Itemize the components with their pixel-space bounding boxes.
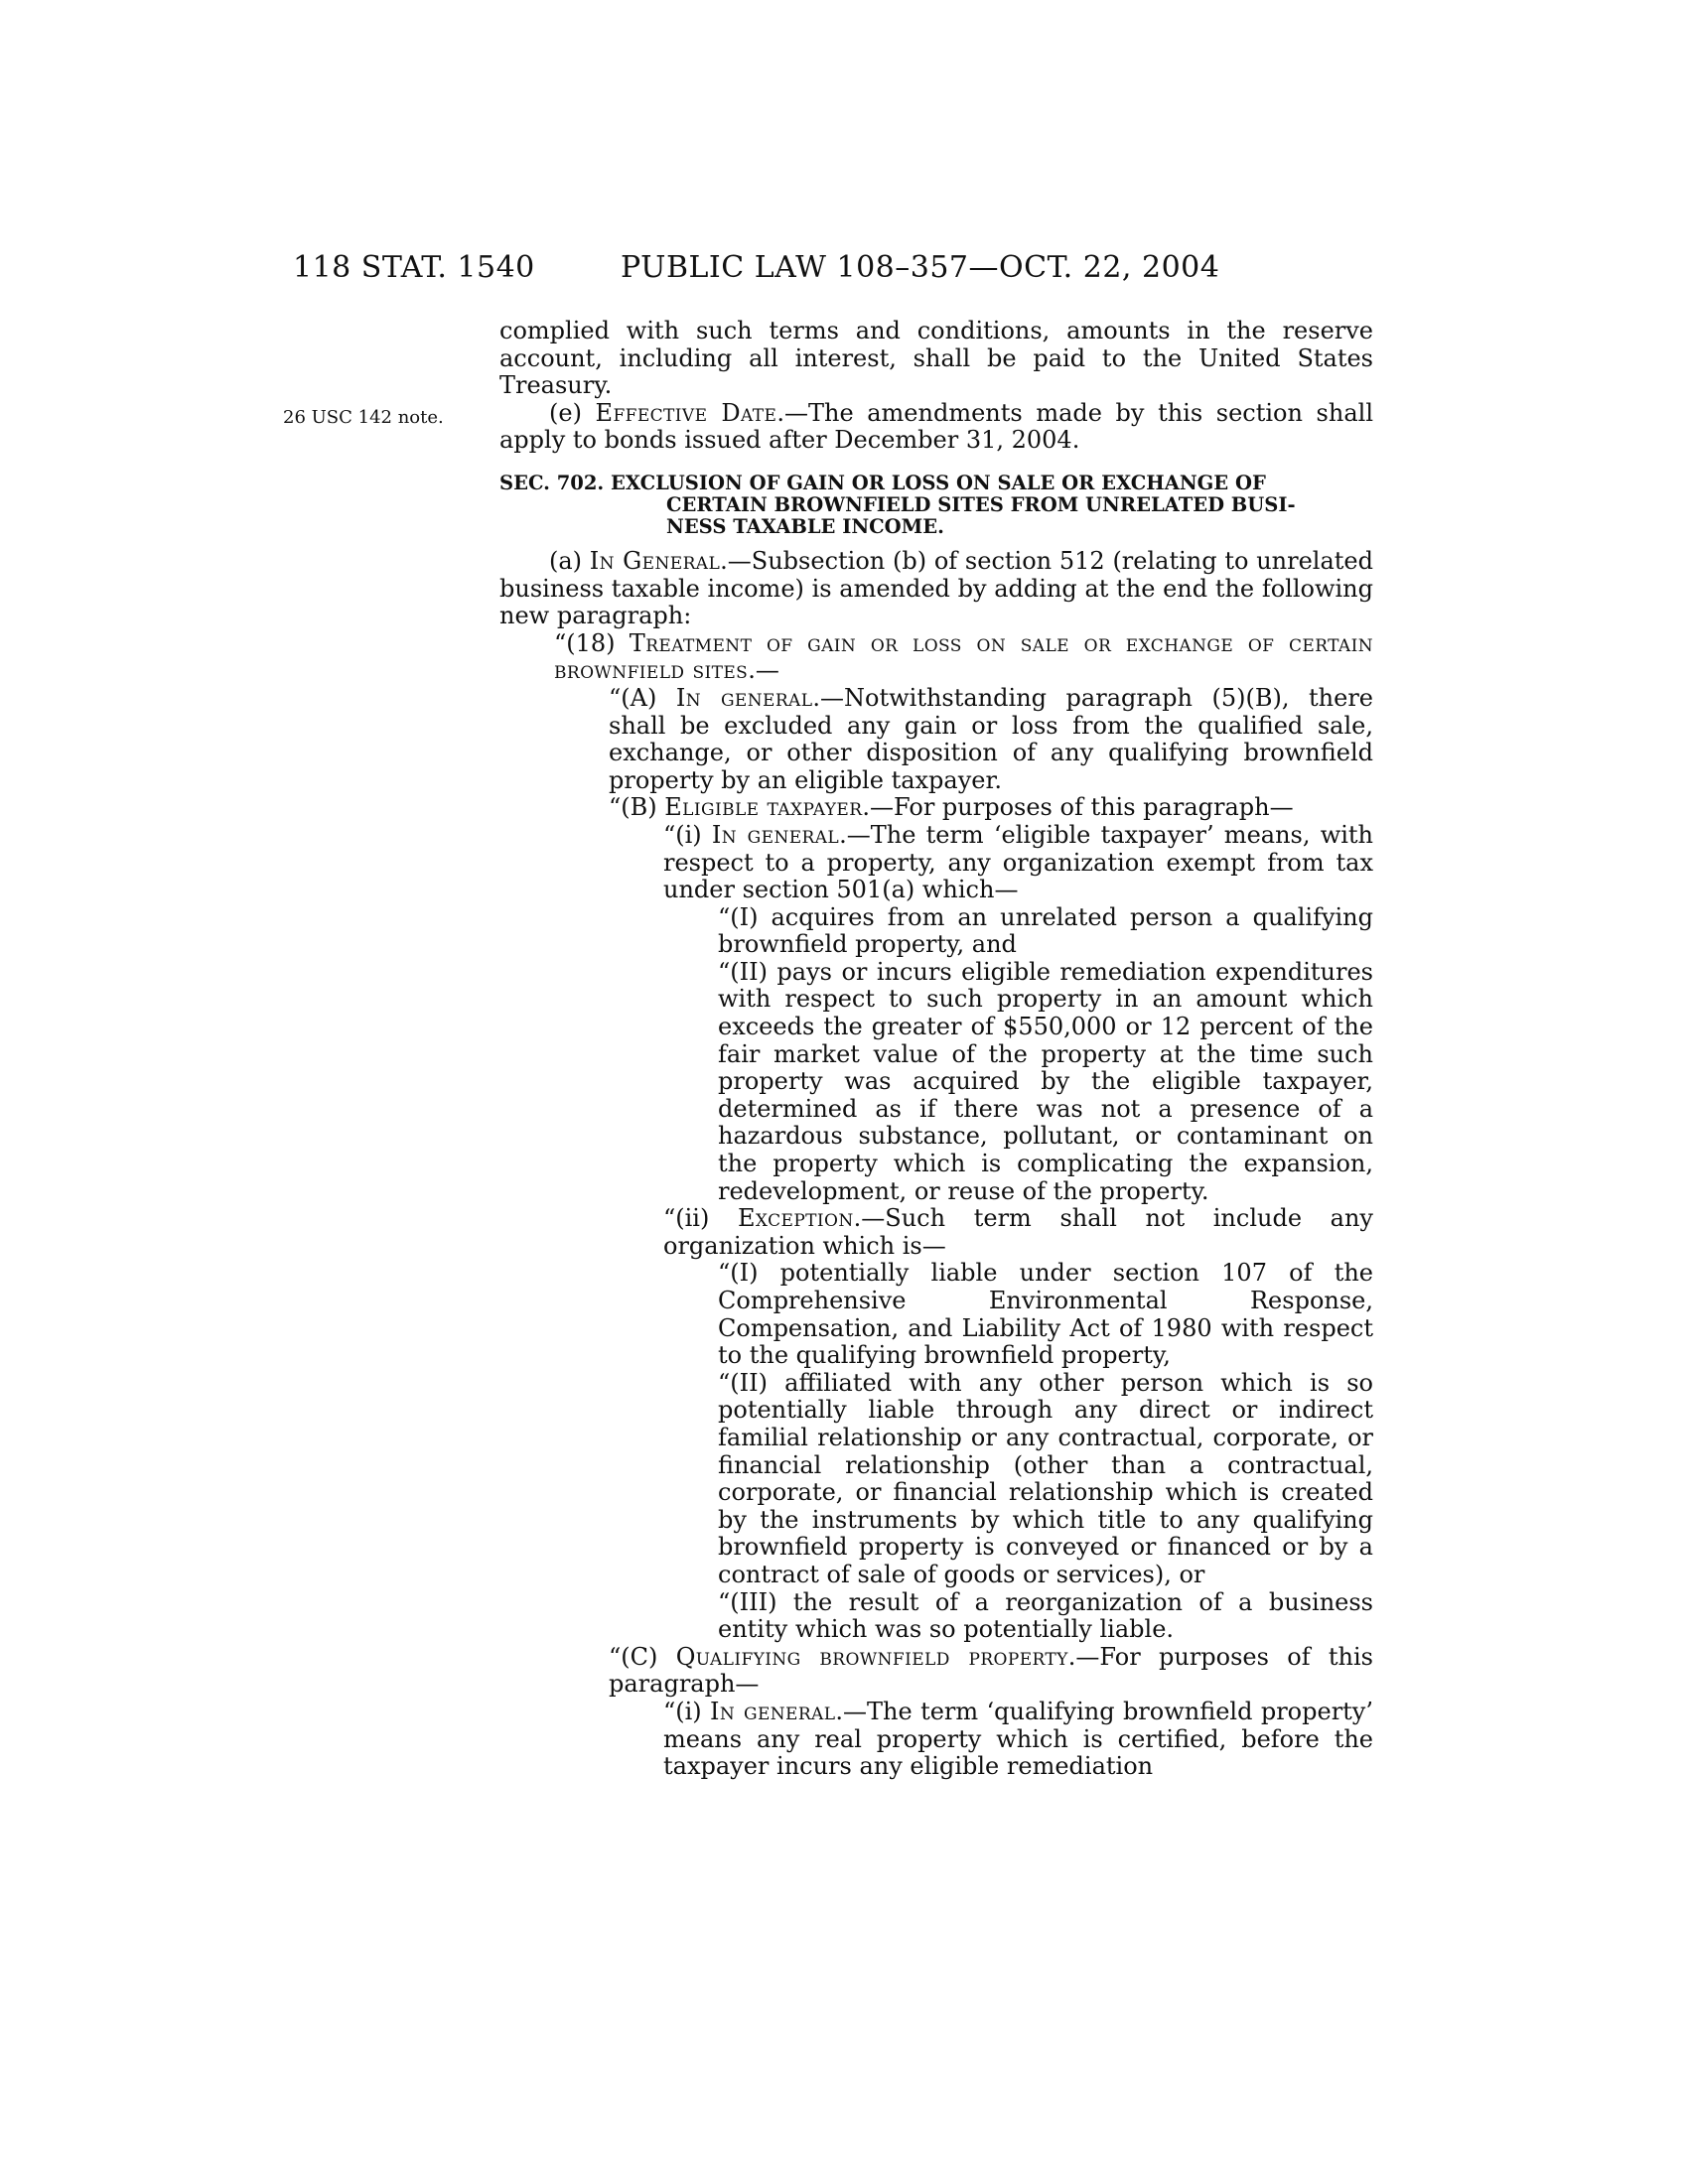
subparagraph-prefix: “(B) [609,793,665,822]
subparagraph-text: .—For purposes of this paragraph— [609,1642,1373,1699]
margin-note: 26 USC 142 note. [283,407,444,428]
subsection-heading: Effective Date [595,398,777,427]
section-heading-line-2: CERTAIN BROWNFIELD SITES FROM UNRELATED BUSI- [666,492,1296,516]
subclause-B-i-I: “(I) acquires from an unrelated person a qualifying brownfield property, and [718,902,1373,959]
subparagraph-heading: Eligible taxpayer [664,793,863,822]
subclause-B-i-II: “(II) pays or incurs eligible remediation expenditures with respect to such property in an amount which exceeds the greater of $550,000 or 12 percent of the fair market value of the property at the time such property was acquired by the eligible taxpayer, determined as if there was not a presence of a hazardous substance, pollutant, or contaminant on the property which is complicating the expansion, redevelopment, or reuse of the property. [718,957,1373,1205]
document-body [499,318,1373,1781]
subclause-B-ii-I: “(I) potentially liable under section 107 of the Comprehensive Environmental Response, Compensation, and Liability Act of 1980 with respect to the qualifying brownfield property, [718,1259,1373,1370]
subsection-heading: In General [589,546,721,575]
section-heading-line-3: NESS TAXABLE INCOME. [666,514,944,538]
running-header: PUBLIC LAW 108–357—OCT. 22, 2004 [621,250,1220,285]
clause-text: .—Such term shall not include any organization which is— [663,1204,1373,1260]
subsection-e [499,400,1373,455]
subsection-text: .—Subsection (b) of section 512 (relating to unrelated business taxable income) is amended by adding at the end the following new paragraph: [499,546,1373,630]
clause-heading: In general [711,820,840,849]
section-heading-line-1: SEC. 702. EXCLUSION OF GAIN OR LOSS ON SALE OR EXCHANGE OF [499,471,1266,494]
clause-heading: Exception [738,1204,854,1233]
clause-heading: In general [710,1697,836,1725]
subparagraph-prefix: “(C) [609,1642,676,1671]
subparagraph-heading: Qualifying brownfield property [675,1642,1068,1671]
paragraph-continued: complied with such terms and conditions, amounts in the reserve account, including all interest, shall be paid to the United States Treasury. [499,317,1373,400]
subsection-prefix: (e) [549,398,596,427]
subsection-a [499,548,1373,630]
subparagraph-C [499,1644,1373,1699]
clause-C-i [499,1699,1373,1781]
subparagraph-prefix: “(A) [609,683,676,712]
paragraph-prefix: “(18) [554,628,630,657]
clause-text: .—The term ‘qualifying brownfield property’ means any real property which is certified, before the taxpayer incurs any eligible remediation [663,1697,1373,1781]
subparagraph-text: .—For purposes of this paragraph— [862,793,1294,822]
subparagraph-B [499,794,1373,822]
paragraph-18 [499,630,1373,685]
subclause-B-ii-II: “(II) affiliated with any other person which is so potentially liable through any direct or indirect familial relationship or any contractual, corporate, or financial relationship (other than a contractual, corporate, or financial relationship which is created by the instruments by which title to any qualifying brownfield property is conveyed or financed or by a contract of sale of goods or services), or [718,1368,1373,1588]
clause-prefix: “(i) [663,820,712,849]
section-heading [499,473,1373,538]
subparagraph-heading: In general [675,683,813,712]
paragraph-heading: Treatment of gain or loss on sale or exchange of certain brownfield sites [554,628,1373,685]
clause-prefix: “(ii) [663,1204,738,1233]
subparagraph-A [499,685,1373,794]
page-reference: 118 STAT. 1540 [293,250,535,285]
subsection-text: .—The amendments made by this section shall apply to bonds issued after December 31, 2004. [499,398,1373,455]
clause-text: .—The term ‘eligible taxpayer’ means, with respect to a property, any organization exempt from tax under section 501(a) which— [663,820,1374,904]
clause-prefix: “(i) [663,1697,711,1725]
subsection-prefix: (a) [549,546,590,575]
subparagraph-text: .—Notwithstanding paragraph (5)(B), there shall be excluded any gain or loss from the qualified sale, exchange, or other disposition of any qualifying brownfield property by an eligible taxpayer. [609,683,1373,794]
subclause-B-ii-III: “(III) the result of a reorganization of a business entity which was so potentially liable. [718,1587,1373,1644]
clause-B-i [499,822,1373,904]
clause-B-ii [499,1205,1373,1260]
paragraph-suffix: .— [748,656,779,685]
